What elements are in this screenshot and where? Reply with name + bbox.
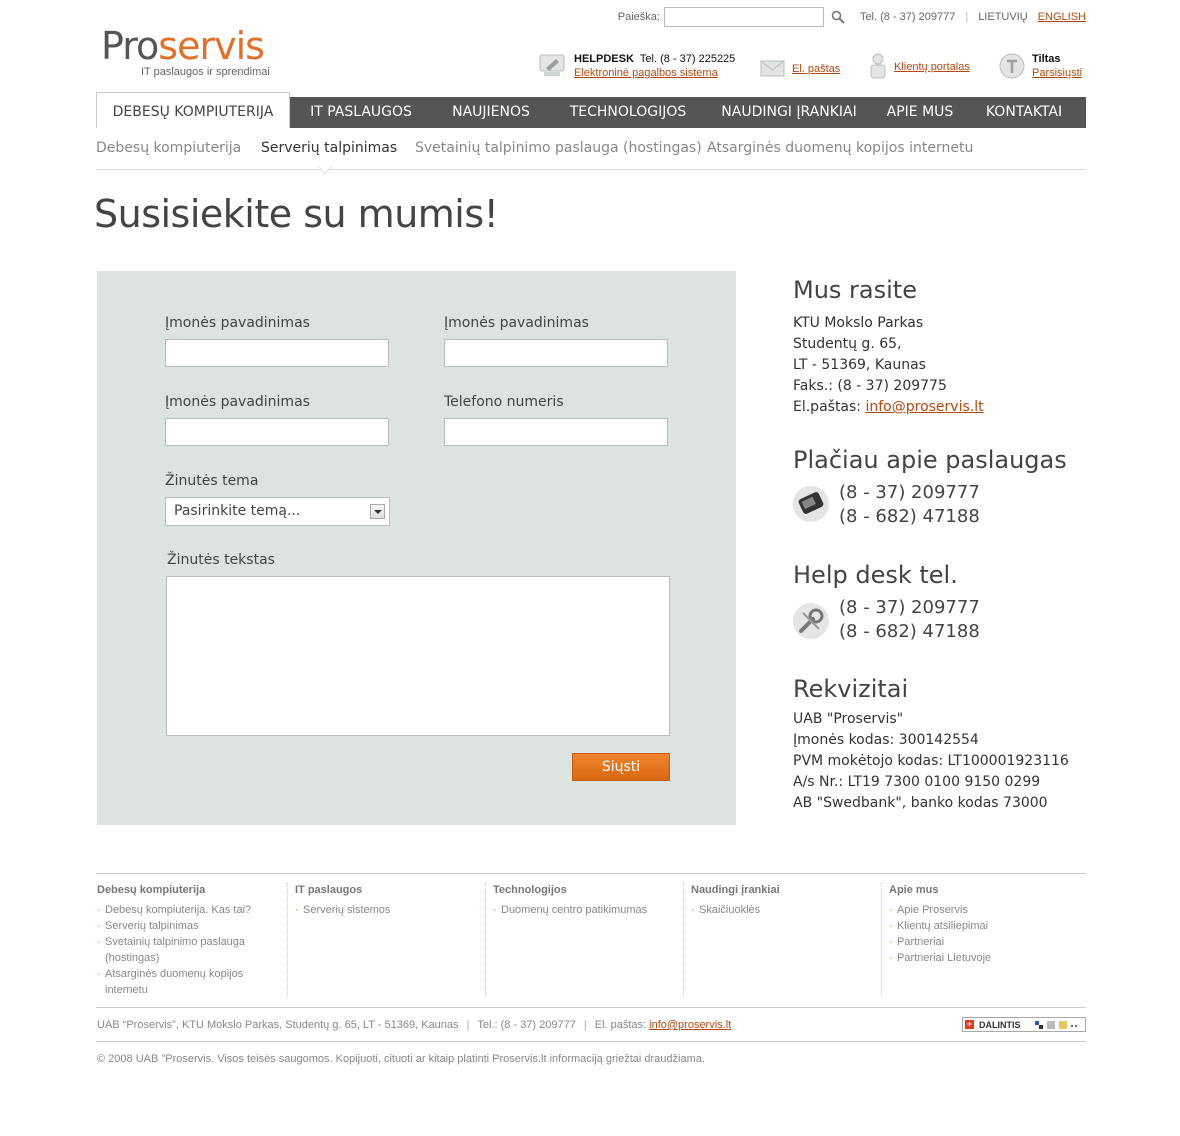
footer-column — [493, 884, 683, 918]
phone-icon — [793, 486, 829, 522]
email-link[interactable]: El. paštas — [792, 63, 841, 75]
footer-link[interactable]: · Svetainių talpinimo paslauga (hostingas) — [97, 934, 255, 966]
lang-lt[interactable]: LIETUVIŲ — [978, 11, 1028, 23]
share-label: DALINTIS — [979, 1020, 1021, 1030]
footer-column-title[interactable]: Technologijos — [493, 884, 567, 896]
lang-en[interactable]: ENGLISH — [1037, 11, 1086, 23]
nav-item-naujienos[interactable]: NAUJIENOS — [452, 104, 530, 120]
company-name-field-2[interactable] — [444, 339, 668, 367]
topic-select[interactable] — [165, 497, 390, 526]
footer-link[interactable]: · Skaičiuoklės — [691, 902, 881, 918]
find-us-section — [793, 276, 984, 418]
footer-link[interactable]: · Atsarginės duomenų kopijos internetu — [97, 966, 255, 998]
logo-part2: servis — [158, 24, 264, 68]
services-section — [793, 446, 1083, 536]
tiltas-block[interactable] — [998, 52, 1082, 80]
portal-link[interactable]: Klientų portalas — [894, 61, 970, 73]
subnav-active-pointer — [318, 160, 332, 174]
logo-part1: Pro — [101, 24, 159, 68]
helpdesk-section — [793, 561, 1083, 651]
services-title: Plačiau apie paslaugas — [793, 446, 1067, 474]
topic-selected-value: Pasirinkite temą... — [174, 503, 301, 519]
subnav-item-debesu[interactable]: Debesų kompiuterija — [96, 140, 242, 156]
search-label: Paieška: — [617, 11, 660, 23]
copyright: © 2008 UAB "Proservis. Visos teisės saugomos. Kopijuoti, cituoti ar kitaip platinti Proservis.lt informaciją griežtai draudžiama. — [97, 1053, 705, 1065]
footer-phone: Tel.: (8 - 37) 209777 — [477, 1019, 576, 1031]
nav-item-kontaktai[interactable]: KONTAKTAI — [985, 104, 1063, 120]
message-textarea[interactable] — [166, 576, 670, 736]
divider: | — [965, 11, 969, 23]
search-icon[interactable] — [830, 9, 846, 25]
footer-email-label: El. paštas: — [594, 1019, 647, 1031]
search-input[interactable] — [664, 7, 824, 27]
email-link[interactable]: info@proservis.lt — [865, 399, 984, 415]
wrench-icon — [793, 603, 829, 639]
address-line: LT - 51369, Kaunas — [793, 357, 926, 373]
top-phone: Tel. (8 - 37) 209777 — [859, 11, 956, 23]
footer-column-title[interactable]: Apie mus — [889, 884, 939, 896]
company-name-label-3: Įmonės pavadinimas — [165, 394, 310, 410]
footer-link[interactable]: · Duomenų centro patikimumas — [493, 902, 683, 918]
nav-item-it-paslaugos[interactable]: IT PASLAUGOS — [310, 104, 412, 120]
contact-form — [97, 271, 736, 825]
find-us-title: Mus rasite — [793, 276, 917, 304]
envelope-icon — [760, 58, 786, 78]
footer-link[interactable]: · Apie Proservis — [889, 902, 1079, 918]
helpdesk-phone: (8 - 682) 47188 — [839, 621, 980, 642]
helpdesk-link[interactable]: Elektroninė pagalbos sistema — [574, 67, 718, 79]
fax-line: Faks.: (8 - 37) 209775 — [793, 378, 947, 394]
message-label: Žinutės tekstas — [167, 552, 275, 568]
subnav-item-atsargines[interactable]: Atsarginės duomenų kopijos internetu — [707, 140, 974, 156]
nav-item-apie-mus[interactable]: APIE MUS — [886, 104, 954, 120]
subnav-item-svetainiu[interactable]: Svetainių talpinimo paslauga (hostingas) — [415, 140, 702, 156]
footer-link[interactable]: · Partneriai Lietuvoje — [889, 950, 1079, 966]
footer-separator — [683, 883, 684, 997]
helpdesk-phone: Tel. (8 - 37) 225225 — [639, 53, 736, 65]
footer-link[interactable]: · Serverių sistemos — [295, 902, 485, 918]
helpdesk-title: Help desk tel. — [793, 561, 958, 589]
portal-icon — [868, 52, 888, 80]
footer-column-title[interactable]: IT paslaugos — [295, 884, 363, 896]
company-name-field-3[interactable] — [165, 418, 389, 446]
nav-item-naudingi-irankiai[interactable]: NAUDINGI ĮRANKIAI — [721, 104, 857, 120]
address-line: Studentų g. 65, — [793, 336, 902, 352]
divider: | — [466, 1019, 470, 1031]
top-bar — [618, 7, 1086, 27]
requisite-line: PVM mokėtojo kodas: LT100001923116 — [793, 753, 1069, 769]
plus-icon: + — [966, 1019, 973, 1029]
logo[interactable] — [101, 26, 291, 80]
helpdesk-phone: (8 - 37) 209777 — [839, 597, 980, 618]
requisites-section — [793, 675, 1069, 814]
main-nav — [96, 92, 1086, 128]
subnav-item-serveriu[interactable]: Serverių talpinimas — [261, 140, 398, 156]
tiltas-title: Tiltas — [1032, 53, 1061, 65]
requisite-line: Įmonės kodas: 300142554 — [793, 732, 979, 748]
email-label: El.paštas: — [793, 399, 862, 415]
email-block[interactable] — [760, 58, 840, 78]
footer-link[interactable]: · Serverių talpinimas — [97, 918, 287, 934]
footer-link[interactable]: · Partneriai — [889, 934, 1079, 950]
footer-divider — [96, 1007, 1086, 1008]
footer-column — [889, 884, 1079, 966]
footer-separator — [287, 883, 288, 997]
services-phone: (8 - 37) 209777 — [839, 482, 980, 503]
divider: | — [583, 1019, 587, 1031]
footer-separator — [881, 883, 882, 997]
sub-nav — [96, 138, 1086, 170]
footer-email-link[interactable]: info@proservis.lt — [649, 1019, 732, 1031]
tiltas-link[interactable]: Parsisiųsti — [1032, 67, 1083, 79]
submit-button[interactable]: Siųsti — [572, 753, 670, 781]
address-line: KTU Mokslo Parkas — [793, 315, 924, 331]
footer-address: UAB “Proservis”, KTU Mokslo Parkas, Studentų g. 65, LT - 51369, Kaunas — [97, 1019, 459, 1031]
portal-block[interactable] — [868, 52, 970, 80]
helpdesk-title: HELPDESK — [574, 53, 634, 65]
nav-item-active[interactable]: DEBESŲ KOMPIUTERIJA — [96, 92, 290, 128]
footer-column — [97, 884, 287, 998]
footer-separator — [485, 883, 486, 997]
chevron-down-icon[interactable] — [370, 504, 385, 519]
footer-column-title[interactable]: Naudingi įrankiai — [691, 884, 780, 896]
helpdesk-block[interactable] — [538, 52, 735, 80]
footer-divider — [96, 873, 1086, 874]
nav-item-technologijos[interactable]: TECHNOLOGIJOS — [569, 104, 687, 120]
requisite-line: AB "Swedbank", banko kodas 73000 — [793, 795, 1048, 811]
company-name-field[interactable] — [165, 339, 389, 367]
phone-label: Telefono numeris — [444, 394, 564, 410]
helpdesk-icon — [538, 52, 568, 80]
requisite-line: A/s Nr.: LT19 7300 0100 9150 0299 — [793, 774, 1041, 790]
footer-divider — [96, 1041, 1086, 1042]
footer-link[interactable]: · Klientų atsiliepimai — [889, 918, 1079, 934]
services-phone: (8 - 682) 47188 — [839, 506, 980, 527]
tiltas-icon — [998, 52, 1026, 80]
footer-link[interactable]: · Debesų kompiuterija. Kas tai? — [97, 902, 287, 918]
social-icons — [1035, 1020, 1081, 1035]
page-title: Susisiekite su mumis! — [94, 192, 499, 236]
logo-tagline: IT paslaugos ir sprendimai — [141, 66, 270, 78]
topic-label: Žinutės tema — [165, 473, 259, 489]
requisite-line: UAB "Proservis" — [793, 711, 904, 727]
footer-column-title[interactable]: Debesų kompiuterija — [97, 884, 206, 896]
footer-contact-line — [97, 1019, 731, 1031]
share-button[interactable] — [962, 1017, 1086, 1032]
phone-field[interactable] — [444, 418, 668, 446]
footer-column — [295, 884, 485, 918]
requisites-title: Rekvizitai — [793, 675, 909, 703]
company-name-label-2: Įmonės pavadinimas — [444, 315, 589, 331]
company-name-label: Įmonės pavadinimas — [165, 315, 310, 331]
footer-column — [691, 884, 881, 918]
